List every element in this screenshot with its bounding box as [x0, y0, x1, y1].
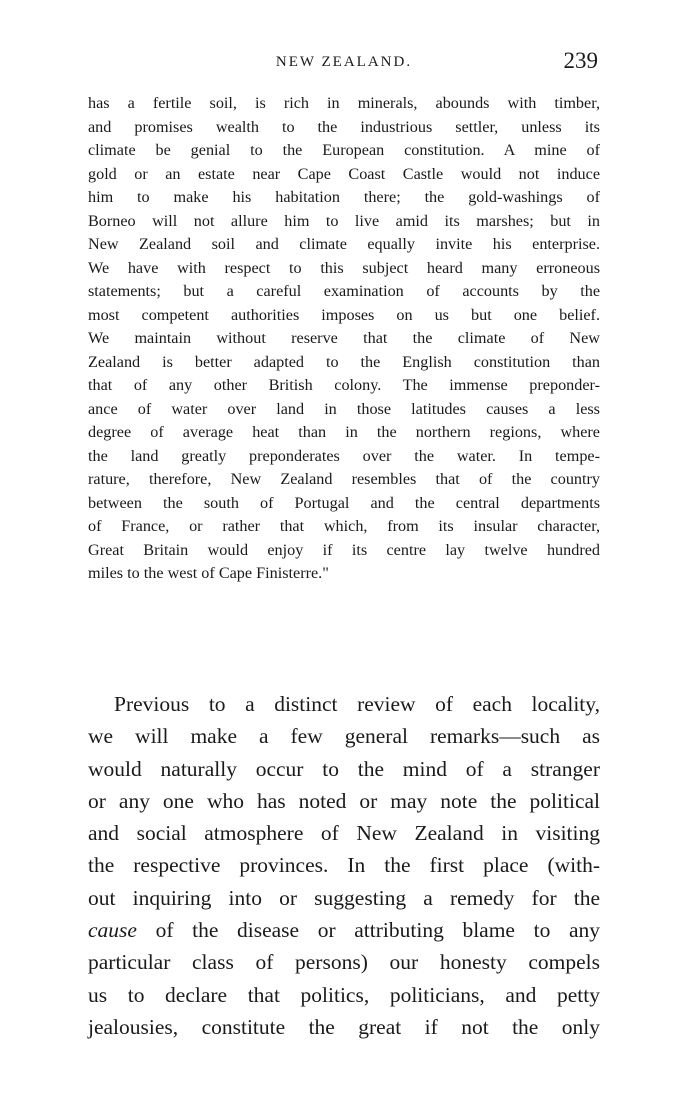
body-line: or any one who has noted or may note the political — [88, 788, 600, 813]
quote-line: has a fertile soil, is rich in minerals, abounds with timber, — [88, 94, 600, 112]
page-number: 239 — [563, 48, 598, 73]
quote-line: We have with respect to this subject heard many erroneous — [88, 258, 600, 277]
quote-line: most competent authorities imposes on us but one belief. — [88, 305, 600, 324]
quote-line: climate be genial to the European constitution. A mine of — [88, 141, 600, 159]
quote-line: between the south of Portugal and the central departments — [88, 493, 600, 512]
page-header — [88, 48, 600, 78]
quote-line: that of any other British colony. The immense preponder- — [88, 376, 600, 394]
quote-line: We maintain without reserve that the climate of New — [88, 329, 600, 347]
quote-line: Borneo will not allure him to live amid its marshes; but in — [88, 211, 600, 230]
quote-line: degree of average heat than in the northern regions, where — [88, 423, 600, 441]
quote-line: Great Britain would enjoy if its centre lay twelve hundred — [88, 540, 600, 559]
quoted-passage — [88, 92, 600, 586]
quote-line: him to make his habitation there; the gold-washings of — [88, 188, 600, 206]
body-line: particular class of persons) our honesty compels — [88, 950, 600, 975]
body-line: we will make a few general remarks—such as — [88, 724, 600, 749]
quote-line: the land greatly preponderates over the water. In tempe- — [88, 446, 600, 465]
body-line: us to declare that politics, politicians, and petty — [88, 982, 600, 1007]
body-line: Previous to a distinct review of each locality, — [114, 692, 600, 716]
body-line: jealousies, constitute the great if not the only — [88, 1014, 600, 1039]
quote-line: of France, or rather that which, from its insular character, — [88, 517, 600, 535]
quote-line: Zealand is better adapted to the English constitution than — [88, 352, 600, 371]
body-line — [88, 914, 600, 946]
body-paragraph — [88, 688, 600, 1043]
italic-word: cause — [88, 918, 137, 943]
running-title: NEW ZEALAND. — [275, 54, 413, 70]
body-line: and social atmosphere of New Zealand in visiting — [88, 821, 600, 846]
quote-line: miles to the west of Cape Finisterre." — [88, 564, 329, 582]
quote-line: gold or an estate near Cape Coast Castle would not induce — [88, 164, 600, 183]
quote-line: rature, therefore, New Zealand resembles that of the country — [88, 470, 600, 488]
quote-line: ance of water over land in those latitudes causes a less — [88, 399, 600, 418]
quote-line: and promises wealth to the industrious settler, unless its — [88, 117, 600, 136]
body-line: would naturally occur to the mind of a stranger — [88, 756, 600, 781]
quote-line: statements; but a careful examination of accounts by the — [88, 282, 600, 300]
body-line: the respective provinces. In the first place (with- — [88, 853, 600, 878]
quote-line: New Zealand soil and climate equally invite his enterprise. — [88, 235, 600, 253]
line-remainder: of the disease or attributing blame to any — [136, 918, 600, 943]
body-line: out inquiring into or suggesting a remedy for the — [88, 885, 600, 910]
